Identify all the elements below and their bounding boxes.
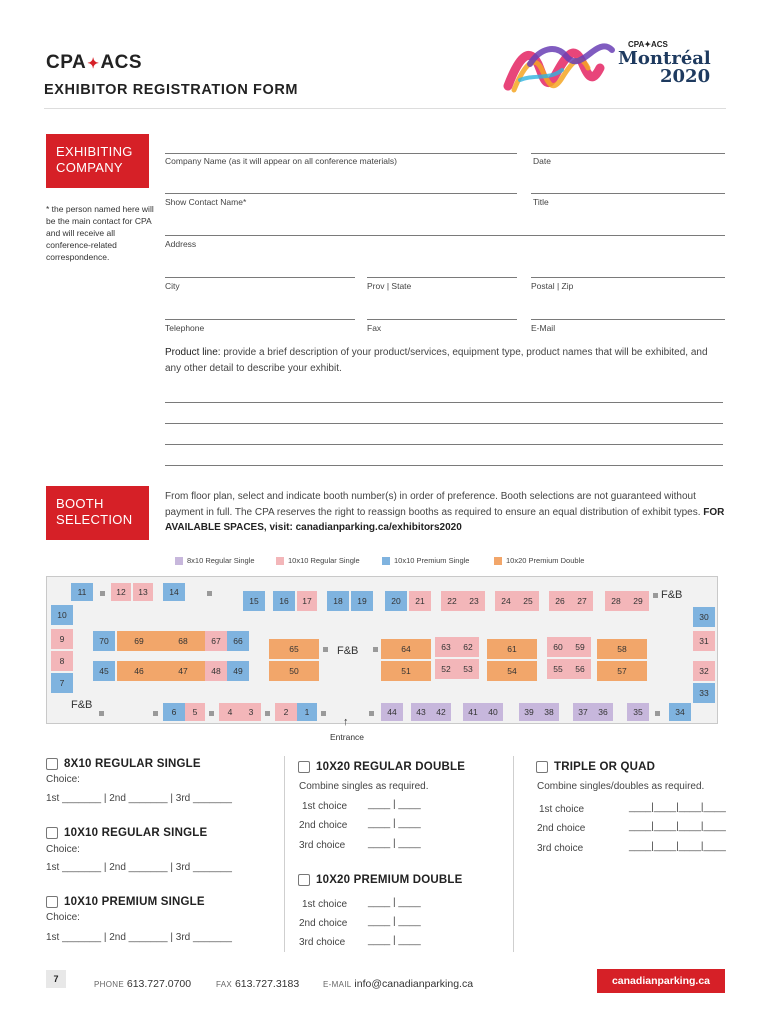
booth-47[interactable]: 47 [161, 661, 205, 681]
event-org-label: CPA✦ACS [628, 40, 668, 49]
triple-quad-second-field[interactable]: ____|____|____|____ [629, 821, 726, 832]
booth-50[interactable]: 50 [269, 661, 319, 681]
option-10x10-premium[interactable] [46, 896, 205, 908]
product-line-blank-1[interactable] [165, 402, 723, 403]
cpa-acs-logo [46, 52, 142, 74]
booth-12[interactable]: 12 [111, 583, 131, 601]
premium-double-third-field[interactable]: ____ | ____ [368, 935, 421, 946]
email-value[interactable]: info@canadianparking.ca [354, 978, 474, 990]
booth-6[interactable]: 6 [163, 703, 185, 721]
prov-state-field[interactable] [367, 277, 517, 278]
regular-double-third-label: 3rd choice [299, 840, 346, 851]
booth-5[interactable]: 5 [185, 703, 205, 721]
booth-17[interactable]: 17 [297, 591, 317, 611]
triple-quad-second-label: 2nd choice [537, 823, 586, 834]
checkbox-8x10-regular[interactable] [46, 758, 58, 770]
contact-name-label: Show Contact Name* [165, 197, 247, 207]
legend-swatch [276, 557, 284, 565]
booth-46[interactable]: 46 [117, 661, 161, 681]
telephone-label: Telephone [165, 323, 205, 333]
entrance-arrow-icon: ↑ [343, 716, 349, 728]
fb-area-center: F&B [337, 645, 359, 657]
legend-10x10-regular [276, 556, 360, 565]
booth-14[interactable]: 14 [163, 583, 185, 601]
column-divider [284, 756, 285, 952]
address-field[interactable] [165, 235, 725, 236]
phone-value: 613.727.0700 [126, 978, 192, 990]
legend-8x10-regular [175, 556, 255, 565]
booth-49[interactable]: 49 [227, 661, 249, 681]
booth-41[interactable]: 41 [463, 703, 483, 721]
booth-63[interactable]: 63 [435, 637, 457, 657]
option-10x10-regular[interactable] [46, 827, 207, 839]
booth-59[interactable]: 59 [569, 637, 591, 657]
premium-double-second-field[interactable]: ____ | ____ [368, 916, 421, 927]
checkbox-10x10-regular[interactable] [46, 827, 58, 839]
booth-48[interactable]: 48 [205, 661, 227, 681]
checkbox-triple-quad[interactable] [536, 761, 548, 773]
contact-name-field[interactable] [165, 193, 517, 194]
checkbox-10x10-premium[interactable] [46, 896, 58, 908]
choice-line-10x10-regular[interactable]: 1st _______ | 2nd _______ | 3rd _______ [46, 862, 232, 873]
booth-68[interactable]: 68 [161, 631, 205, 651]
booth-51[interactable]: 51 [381, 661, 431, 681]
booth-32[interactable]: 32 [693, 661, 715, 681]
booth-35[interactable]: 35 [627, 703, 649, 721]
option-label: 10X20 PREMIUM DOUBLE [316, 874, 463, 886]
booth-42[interactable]: 42 [431, 703, 451, 721]
booth-29[interactable]: 29 [627, 591, 649, 611]
email-label: E-MAIL [323, 980, 352, 989]
option-label: 10X20 REGULAR DOUBLE [316, 761, 466, 773]
fax-label: Fax [367, 323, 382, 333]
legend-swatch [382, 557, 390, 565]
booth-22[interactable]: 22 [441, 591, 463, 611]
legend-swatch [175, 557, 183, 565]
booth-18[interactable]: 18 [327, 591, 349, 611]
column-marker [369, 711, 374, 716]
booth-37[interactable]: 37 [573, 703, 593, 721]
column-marker [209, 711, 214, 716]
booth-15[interactable]: 15 [243, 591, 265, 611]
premium-double-first-label: 1st choice [302, 899, 348, 910]
booth-61[interactable]: 61 [487, 639, 537, 659]
booth-16[interactable]: 16 [273, 591, 295, 611]
booth-55[interactable]: 55 [547, 659, 569, 679]
regular-double-second-field[interactable]: ____ | ____ [368, 818, 421, 829]
footer-phone [94, 978, 191, 990]
checkbox-10x20-regular-double[interactable] [298, 761, 310, 773]
booth-30[interactable]: 30 [693, 607, 715, 627]
booth-36[interactable]: 36 [593, 703, 613, 721]
booth-44[interactable]: 44 [381, 703, 403, 721]
booth-62[interactable]: 62 [457, 637, 479, 657]
regular-double-third-field[interactable]: ____ | ____ [368, 838, 421, 849]
triple-quad-first-field[interactable]: ____|____|____|____ [629, 802, 726, 813]
choice-label: Choice: [46, 844, 80, 855]
page-number: 7 [46, 970, 66, 988]
booth-28[interactable]: 28 [605, 591, 627, 611]
floor-plan [46, 576, 718, 724]
legend-10x20-premium-double [494, 556, 584, 565]
column-marker [323, 647, 328, 652]
city-field[interactable] [165, 277, 355, 278]
booth-60[interactable]: 60 [547, 637, 569, 657]
fax-value: 613.727.3183 [234, 978, 300, 990]
logo-acs: ACS [100, 52, 143, 73]
booth-9[interactable]: 9 [51, 629, 73, 649]
booth-58[interactable]: 58 [597, 639, 647, 659]
legend-10x10-premium [382, 556, 469, 565]
column-divider [513, 756, 514, 952]
city-label: City [165, 281, 180, 291]
booth-13[interactable]: 13 [133, 583, 153, 601]
booth-34[interactable]: 34 [669, 703, 691, 721]
header-divider [44, 108, 726, 109]
date-label: Date [533, 156, 551, 166]
choice-line-10x10-premium[interactable]: 1st _______ | 2nd _______ | 3rd _______ [46, 932, 232, 943]
footer-fax [216, 978, 299, 990]
email-field[interactable] [531, 319, 725, 320]
column-marker [653, 593, 658, 598]
option-10x20-premium-double[interactable] [298, 874, 463, 886]
logo-cpa: CPA [46, 52, 87, 73]
company-name-field[interactable] [165, 153, 517, 154]
title-field[interactable] [531, 193, 725, 194]
product-line-blank-3[interactable] [165, 444, 723, 445]
booth-selection-heading: BOOTH SELECTION [46, 486, 149, 540]
booth-27[interactable]: 27 [571, 591, 593, 611]
combine-doubles-note: Combine singles/doubles as required. [537, 781, 705, 792]
choice-label: Choice: [46, 912, 80, 923]
triple-quad-third-field[interactable]: ____|____|____|____ [629, 841, 726, 852]
booth-67[interactable]: 67 [205, 631, 227, 651]
fax-field[interactable] [367, 319, 517, 320]
booth-21[interactable]: 21 [409, 591, 431, 611]
column-marker [153, 711, 158, 716]
booth-43[interactable]: 43 [411, 703, 431, 721]
column-marker [100, 591, 105, 596]
booth-40[interactable]: 40 [483, 703, 503, 721]
product-line-blank-4[interactable] [165, 465, 723, 466]
product-line-text: provide a brief description of your product/services, equipment type, product names that will be exhibited, and any other detail to describe your exhibit. [165, 347, 708, 374]
event-year: 2020 [660, 66, 711, 87]
regular-double-second-label: 2nd choice [299, 820, 348, 831]
contact-note: * the person named here will be the main contact for CPA and will receive all conference-related correspondence. [46, 204, 154, 262]
booth-11[interactable]: 11 [71, 583, 93, 601]
triple-quad-first-label: 1st choice [539, 804, 585, 815]
triple-quad-third-label: 3rd choice [537, 843, 584, 854]
option-triple-quad[interactable] [536, 761, 655, 773]
booth-69[interactable]: 69 [117, 631, 161, 651]
product-line-instructions [165, 345, 725, 377]
address-label: Address [165, 239, 197, 249]
column-marker [265, 711, 270, 716]
booth-64[interactable]: 64 [381, 639, 431, 659]
option-8x10-regular[interactable] [46, 758, 201, 770]
booth-65[interactable]: 65 [269, 639, 319, 659]
product-line-label: Product line: [165, 347, 221, 358]
booth-8[interactable]: 8 [51, 651, 73, 671]
booth-2[interactable]: 2 [275, 703, 297, 721]
regular-double-first-field[interactable]: ____ | ____ [368, 799, 421, 810]
legend-label: 10x20 Premium Double [506, 556, 585, 565]
fb-area-top: F&B [661, 589, 683, 601]
postal-zip-field[interactable] [531, 277, 725, 278]
booth-66[interactable]: 66 [227, 631, 249, 651]
legend-label: 10x10 Regular Single [288, 556, 360, 565]
booth-4[interactable]: 4 [219, 703, 241, 721]
column-marker [207, 591, 212, 596]
choice-line-8x10[interactable]: 1st _______ | 2nd _______ | 3rd _______ [46, 793, 232, 804]
regular-double-first-label: 1st choice [302, 801, 348, 812]
column-marker [655, 711, 660, 716]
booth-25[interactable]: 25 [517, 591, 539, 611]
maple-leaf-icon: ✦ [87, 55, 100, 71]
event-city: Montréal [618, 48, 711, 69]
booth-38[interactable]: 38 [539, 703, 559, 721]
booth-23[interactable]: 23 [463, 591, 485, 611]
booth-52[interactable]: 52 [435, 659, 457, 679]
prov-state-label: Prov | State [367, 281, 412, 291]
fb-area-left: F&B [71, 699, 93, 711]
column-marker [99, 711, 104, 716]
booth-33[interactable]: 33 [693, 683, 715, 703]
booth-54[interactable]: 54 [487, 661, 537, 681]
company-name-label: Company Name (as it will appear on all conference materials) [165, 156, 397, 166]
legend-swatch [494, 557, 502, 565]
footer-email [323, 978, 473, 990]
booth-instructions [165, 489, 725, 536]
postal-zip-label: Postal | Zip [531, 281, 574, 291]
choice-label: Choice: [46, 774, 80, 785]
option-label: 10X10 REGULAR SINGLE [64, 827, 208, 839]
booth-31[interactable]: 31 [693, 631, 715, 651]
telephone-field[interactable] [165, 319, 355, 320]
booth-39[interactable]: 39 [519, 703, 539, 721]
fax-label: FAX [216, 980, 233, 989]
date-field[interactable] [531, 153, 725, 154]
booth-1[interactable]: 1 [297, 703, 317, 721]
booth-10[interactable]: 10 [51, 605, 73, 625]
entrance-label: Entrance [330, 732, 365, 742]
column-marker [321, 711, 326, 716]
checkbox-10x20-premium-double[interactable] [298, 874, 310, 886]
premium-double-second-label: 2nd choice [299, 918, 348, 929]
website-link[interactable]: canadianparking.ca [597, 969, 725, 993]
exhibiting-company-heading: EXHIBITING COMPANY [46, 134, 149, 188]
option-label: TRIPLE OR QUAD [554, 761, 656, 773]
booth-26[interactable]: 26 [549, 591, 571, 611]
combine-singles-note: Combine singles as required. [299, 781, 429, 792]
booth-3[interactable]: 3 [241, 703, 261, 721]
booth-19[interactable]: 19 [351, 591, 373, 611]
legend-label: 8x10 Regular Single [187, 556, 255, 565]
booth-24[interactable]: 24 [495, 591, 517, 611]
title-label: Title [533, 197, 549, 207]
form-title: EXHIBITOR REGISTRATION FORM [44, 82, 299, 98]
booth-7[interactable]: 7 [51, 673, 73, 693]
booth-20[interactable]: 20 [385, 591, 407, 611]
legend-label: 10x10 Premium Single [394, 556, 470, 565]
email-label: E-Mail [531, 323, 556, 333]
premium-double-first-field[interactable]: ____ | ____ [368, 897, 421, 908]
available-spaces-link[interactable]: FOR AVAILABLE SPACES, visit: canadianparking.ca/exhibitors2020 [165, 506, 725, 533]
option-10x20-regular-double[interactable] [298, 761, 465, 773]
booth-56[interactable]: 56 [569, 659, 591, 679]
booth-instructions-text: From floor plan, select and indicate booth number(s) in order of preference. Booth selections are not guaranteed without payment in full. The CPA reserves the right to reassign booths as required to ensure an equal distribution of exhibit types. [165, 491, 701, 518]
premium-double-third-label: 3rd choice [299, 937, 346, 948]
booth-53[interactable]: 53 [457, 659, 479, 679]
phone-label: PHONE [94, 980, 124, 989]
option-label: 10X10 PREMIUM SINGLE [64, 896, 205, 908]
product-line-blank-2[interactable] [165, 423, 723, 424]
column-marker [373, 647, 378, 652]
booth-45[interactable]: 45 [93, 661, 115, 681]
booth-70[interactable]: 70 [93, 631, 115, 651]
option-label: 8X10 REGULAR SINGLE [64, 758, 201, 770]
booth-57[interactable]: 57 [597, 661, 647, 681]
